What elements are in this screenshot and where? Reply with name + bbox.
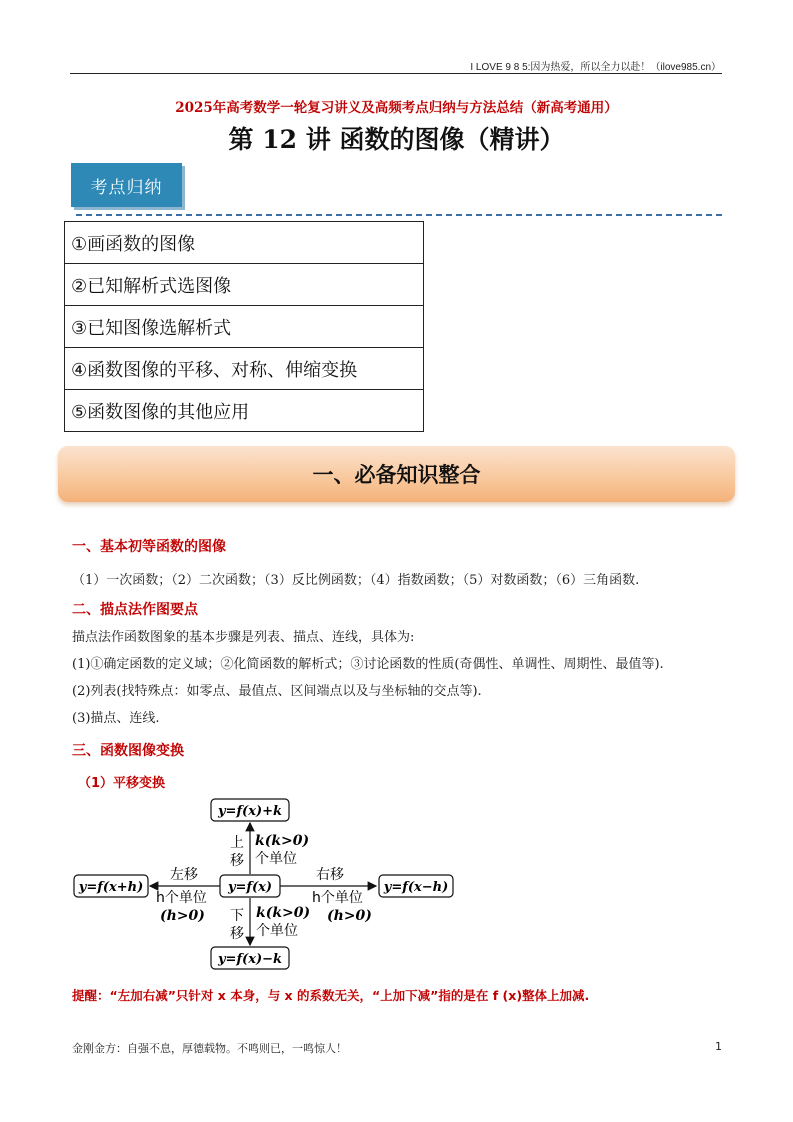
up-amount-label: k(k>0) bbox=[255, 833, 310, 849]
topic-item: ⑤函数图像的其他应用 bbox=[65, 390, 424, 432]
section-banner: 一、必备知识整合 bbox=[58, 446, 735, 502]
document-subtitle: 2025年高考数学一轮复习讲义及高频考点归纳与方法总结（新高考通用） bbox=[175, 100, 618, 116]
left-move-label: 左移 bbox=[170, 867, 198, 883]
left-function-label: y=f(x+h) bbox=[78, 880, 144, 895]
center-function-label: y=f(x) bbox=[227, 880, 273, 895]
right-function-label: y=f(x−h) bbox=[383, 880, 449, 895]
table-row bbox=[65, 222, 424, 264]
topic-item: ②已知解析式选图像 bbox=[65, 264, 424, 306]
topic-item: ①画函数的图像 bbox=[65, 222, 424, 264]
dashed-divider bbox=[76, 214, 722, 216]
header-divider bbox=[70, 73, 722, 74]
table-row bbox=[65, 390, 424, 432]
subsection-heading: （1）平移变换 bbox=[78, 776, 166, 791]
up-move-label: 上 bbox=[230, 835, 244, 851]
bottom-function-label: y=f(x)−k bbox=[218, 952, 282, 967]
section-heading-1: 一、基本初等函数的图像 bbox=[72, 539, 226, 555]
up-unit-label: 个单位 bbox=[255, 851, 297, 867]
page-header: I LOVE 9 8 5:因为热爱，所以全力以赴！（ilove985.cn） bbox=[470, 62, 721, 73]
translation-diagram bbox=[70, 795, 470, 975]
down-move-label-2: 移 bbox=[230, 926, 244, 942]
section-2-line: (3)描点、连线. bbox=[72, 711, 160, 726]
down-unit-label: 个单位 bbox=[256, 923, 298, 939]
top-function-label: y=f(x)+k bbox=[218, 804, 282, 819]
topic-list-table bbox=[64, 221, 424, 432]
left-condition-label: (h>0) bbox=[160, 908, 205, 924]
right-condition-label: (h>0) bbox=[327, 908, 372, 924]
right-unit-label: h个单位 bbox=[312, 890, 363, 906]
reminder-note: 提醒：“左加右减”只针对 x 本身，与 x 的系数无关，“上加下减”指的是在 f (x)整体上加减. bbox=[72, 988, 590, 1003]
left-unit-label: h个单位 bbox=[156, 890, 207, 906]
section-2-line: 描点法作函数图象的基本步骤是列表、描点、连线，具体为: bbox=[72, 630, 415, 645]
section-2-line: (1)①确定函数的定义域；②化简函数的解析式；③讨论函数的性质(奇偶性、单调性、周期性、最值等). bbox=[72, 657, 664, 672]
section-1-text: （1）一次函数；（2）二次函数；（3）反比例函数；（4）指数函数；（5）对数函数；（6）三角函数. bbox=[72, 573, 640, 588]
page-title: 第 12 讲 函数的图像（精讲） bbox=[228, 125, 565, 154]
topic-item: ④函数图像的平移、对称、伸缩变换 bbox=[65, 348, 424, 390]
up-move-label-2: 移 bbox=[230, 853, 244, 869]
footer-motto: 金刚金方：自强不息，厚德载物。不鸣则已，一鸣惊人！ bbox=[72, 1042, 347, 1055]
table-row bbox=[65, 348, 424, 390]
topic-item: ③已知图像选解析式 bbox=[65, 306, 424, 348]
table-row bbox=[65, 264, 424, 306]
table-row bbox=[65, 306, 424, 348]
section-2-line: (2)列表(找特殊点：如零点、最值点、区间端点以及与坐标轴的交点等). bbox=[72, 684, 482, 699]
right-move-label: 右移 bbox=[316, 867, 344, 883]
section-tag: 考点归纳 bbox=[71, 163, 182, 207]
down-amount-label: k(k>0) bbox=[256, 905, 311, 921]
section-heading-3: 三、函数图像变换 bbox=[72, 743, 184, 759]
section-heading-2: 二、描点法作图要点 bbox=[72, 602, 198, 618]
page-number: 1 bbox=[715, 1040, 722, 1053]
down-move-label: 下 bbox=[230, 908, 244, 924]
